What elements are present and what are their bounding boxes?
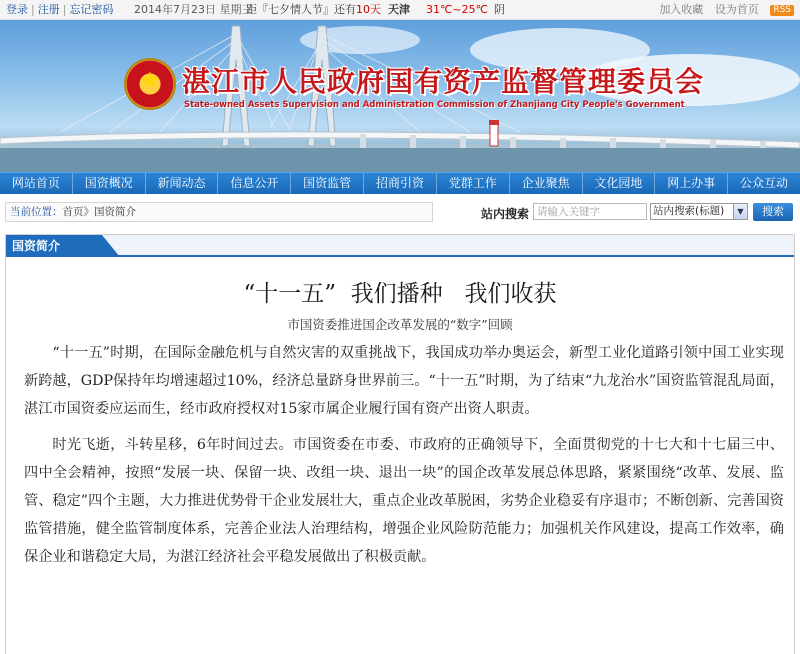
nav-item-party[interactable]: 党群工作 [437,173,510,194]
rss-icon[interactable]: RSS [770,5,794,16]
site-banner [0,20,800,172]
divider: | [31,3,35,16]
search-input[interactable] [533,203,647,220]
weather-condition: 阴 [494,3,505,16]
nav-item-investment[interactable]: 招商引资 [364,173,437,194]
divider: | [62,3,67,16]
set-homepage-link[interactable]: 设为首页 [714,3,759,16]
main-nav [0,172,800,194]
weather-city: 天津 [388,3,410,16]
section-tab: 国资简介 [6,235,102,257]
register-link[interactable]: 注册 [37,3,60,16]
festival-countdown-days: 10天 [356,3,381,16]
nav-item-online-service[interactable]: 网上办事 [655,173,728,194]
star-icon: ★ [140,68,160,93]
nav-item-culture[interactable]: 文化园地 [583,173,656,194]
location-search-bar [0,200,800,222]
nav-item-disclosure[interactable]: 信息公开 [218,173,291,194]
current-date: 2014年7月23日 星期三 [134,3,253,16]
nav-item-supervision[interactable]: 国资监管 [291,173,364,194]
account-links [6,0,116,19]
breadcrumb-separator: 》 [83,206,94,218]
national-emblem-icon [124,58,176,110]
panel-header [6,235,794,257]
site-links [651,0,794,19]
search-scope-value: 站内搜索(标题) [653,205,725,217]
article-subtitle: 市国资委推进国企改革发展的“数字”回顾 [287,317,513,332]
article-paragraph: “十一五”时期，在国际金融危机与自然灾害的双重挑战下，我国成功举办奥运会，新型工业化道路引领中国工业实现新跨越，GDP保持年均增速超过10%，经济总量跻身世界前三。“十一五”时期，为了结束“九龙治水”国资监管混乱局面，湛江市国资委应运而生，经市政府授权对15家市属企业履行国有资产出资人职责。 [24,345,784,417]
breadcrumb-current[interactable]: 国资简介 [94,206,136,218]
breadcrumb-label: 当前位置： [10,206,63,218]
breadcrumb-home[interactable]: 首页 [62,206,84,218]
search-label: 站内搜索 [481,207,530,221]
forgot-password-link[interactable]: 忘记密码 [69,3,114,16]
festival-countdown [246,0,381,19]
site-title: 湛江市人民政府国有资产监督管理委员会 [182,65,705,98]
nav-item-enterprise[interactable]: 企业聚焦 [510,173,583,194]
article-title: “十一五” 我们播种 我们收获 [243,281,557,307]
search-scope-select[interactable] [650,203,748,220]
top-bar [0,0,800,20]
site-subtitle: State-owned Assets Supervision and Administration Commission of Zhanjiang City People's Government [184,100,685,110]
nav-item-news[interactable]: 新闻动态 [146,173,219,194]
breadcrumb [5,202,433,222]
nav-item-home[interactable]: 网站首页 [0,173,73,194]
search-button[interactable]: 搜索 [753,203,793,221]
weather-temperature: 31℃~25℃ [426,3,488,16]
nav-item-interaction[interactable]: 公众互动 [740,176,789,190]
content-panel [5,234,795,654]
festival-countdown-prefix: 距『七夕情人节』还有 [246,3,356,16]
add-favorite-link[interactable]: 加入收藏 [659,3,704,16]
article-body [24,339,784,579]
article-paragraph: 时光飞逝，斗转星移，6年时间过去。市国资委在市委、市政府的正确领导下，全面贯彻党的十七大和十七届三中、四中全会精神，按照“发展一块、保留一块、改组一块、退出一块”的国企改革发展总体思路，紧紧围绕“改革、发展、监管、稳定”四个主题，大力推进优势骨干企业发展壮大，重点企业改革脱困，劣势企业稳妥有序退市；不断创新、完善国资监管措施，健全监管制度体系，完善企业法人治理结构，增强企业风险防范能力；加强机关作风建设，提高工作效率，确保企业和谐稳定大局，为湛江经济社会平稳发展做出了积极贡献。 [24,437,784,565]
nav-item-overview[interactable]: 国资概况 [73,173,146,194]
login-link[interactable]: 登录 [6,3,28,16]
chevron-down-icon[interactable]: ▼ [733,204,747,219]
